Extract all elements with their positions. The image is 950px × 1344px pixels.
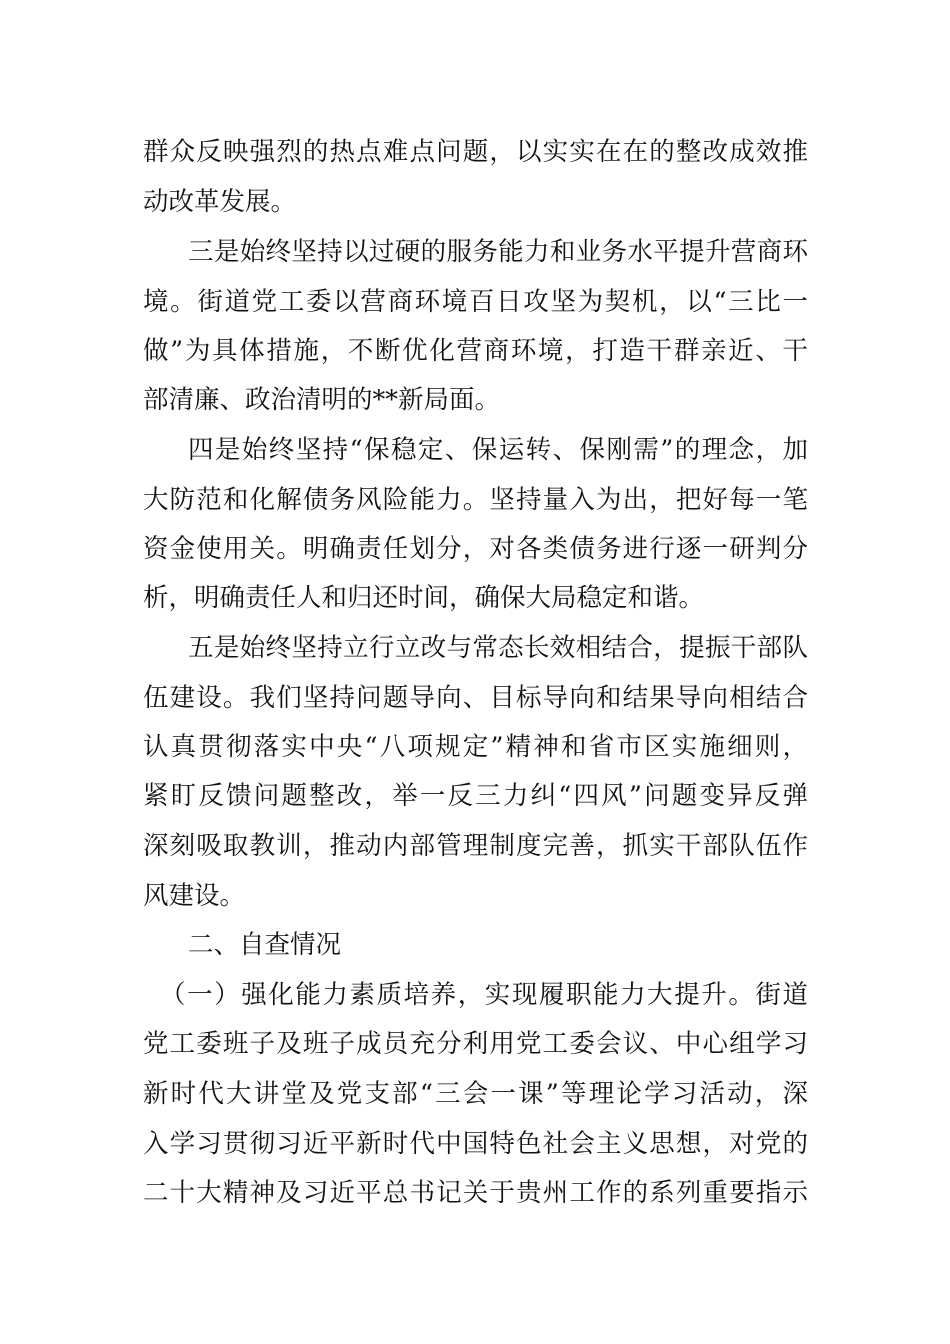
text-line: 析，明确责任人和归还时间，确保大局稳定和谐。 — [143, 583, 705, 613]
paragraph-five-start: 五是始终坚持立行立改与常态长效相结合，提振干部队 — [188, 633, 808, 663]
text-line: 伍建设。我们坚持问题导向、目标导向和结果导向相结合 — [143, 683, 808, 713]
text-line: 动改革发展。 — [143, 187, 297, 217]
text-line: 认真贯彻落实中央“八项规定”精神和省市区实施细则， — [143, 732, 808, 762]
text-line: 党工委班子及班子成员充分利用党工委会议、中心组学习 — [143, 1029, 808, 1059]
subsection-start: （一）强化能力素质培养，实现履职能力大提升。街道 — [160, 980, 808, 1010]
paragraph-four-start: 四是始终坚持“保稳定、保运转、保刚需”的理念，加 — [188, 435, 808, 465]
text-line: 二十大精神及习近平总书记关于贵州工作的系列重要指示 — [143, 1178, 808, 1208]
text-line: 做”为具体措施，不断优化营商环境，打造干群亲近、干 — [143, 336, 808, 366]
text-line: 群众反映强烈的热点难点问题，以实实在在的整改成效推 — [143, 137, 808, 167]
text-line: 风建设。 — [143, 881, 246, 911]
section-heading: 二、自查情况 — [188, 930, 342, 960]
text-line: 资金使用关。明确责任划分，对各类债务进行逐一研判分 — [143, 534, 808, 564]
text-line: 入学习贯彻习近平新时代中国特色社会主义思想，对党的 — [143, 1129, 808, 1159]
text-line: 境。街道党工委以营商环境百日攻坚为契机，以“三比一 — [143, 287, 808, 317]
text-line: 部清廉、政治清明的**新局面。 — [143, 385, 501, 415]
text-line: 大防范和化解债务风险能力。坚持量入为出，把好每一笔 — [143, 485, 808, 515]
text-line: 新时代大讲堂及党支部“三会一课”等理论学习活动，深 — [143, 1079, 808, 1109]
text-line: 紧盯反馈问题整改，举一反三力纠“四风”问题变异反弹 — [143, 781, 808, 811]
text-line: 深刻吸取教训，推动内部管理制度完善，抓实干部队伍作 — [143, 831, 808, 861]
paragraph-three-start: 三是始终坚持以过硬的服务能力和业务水平提升营商环 — [188, 237, 808, 267]
